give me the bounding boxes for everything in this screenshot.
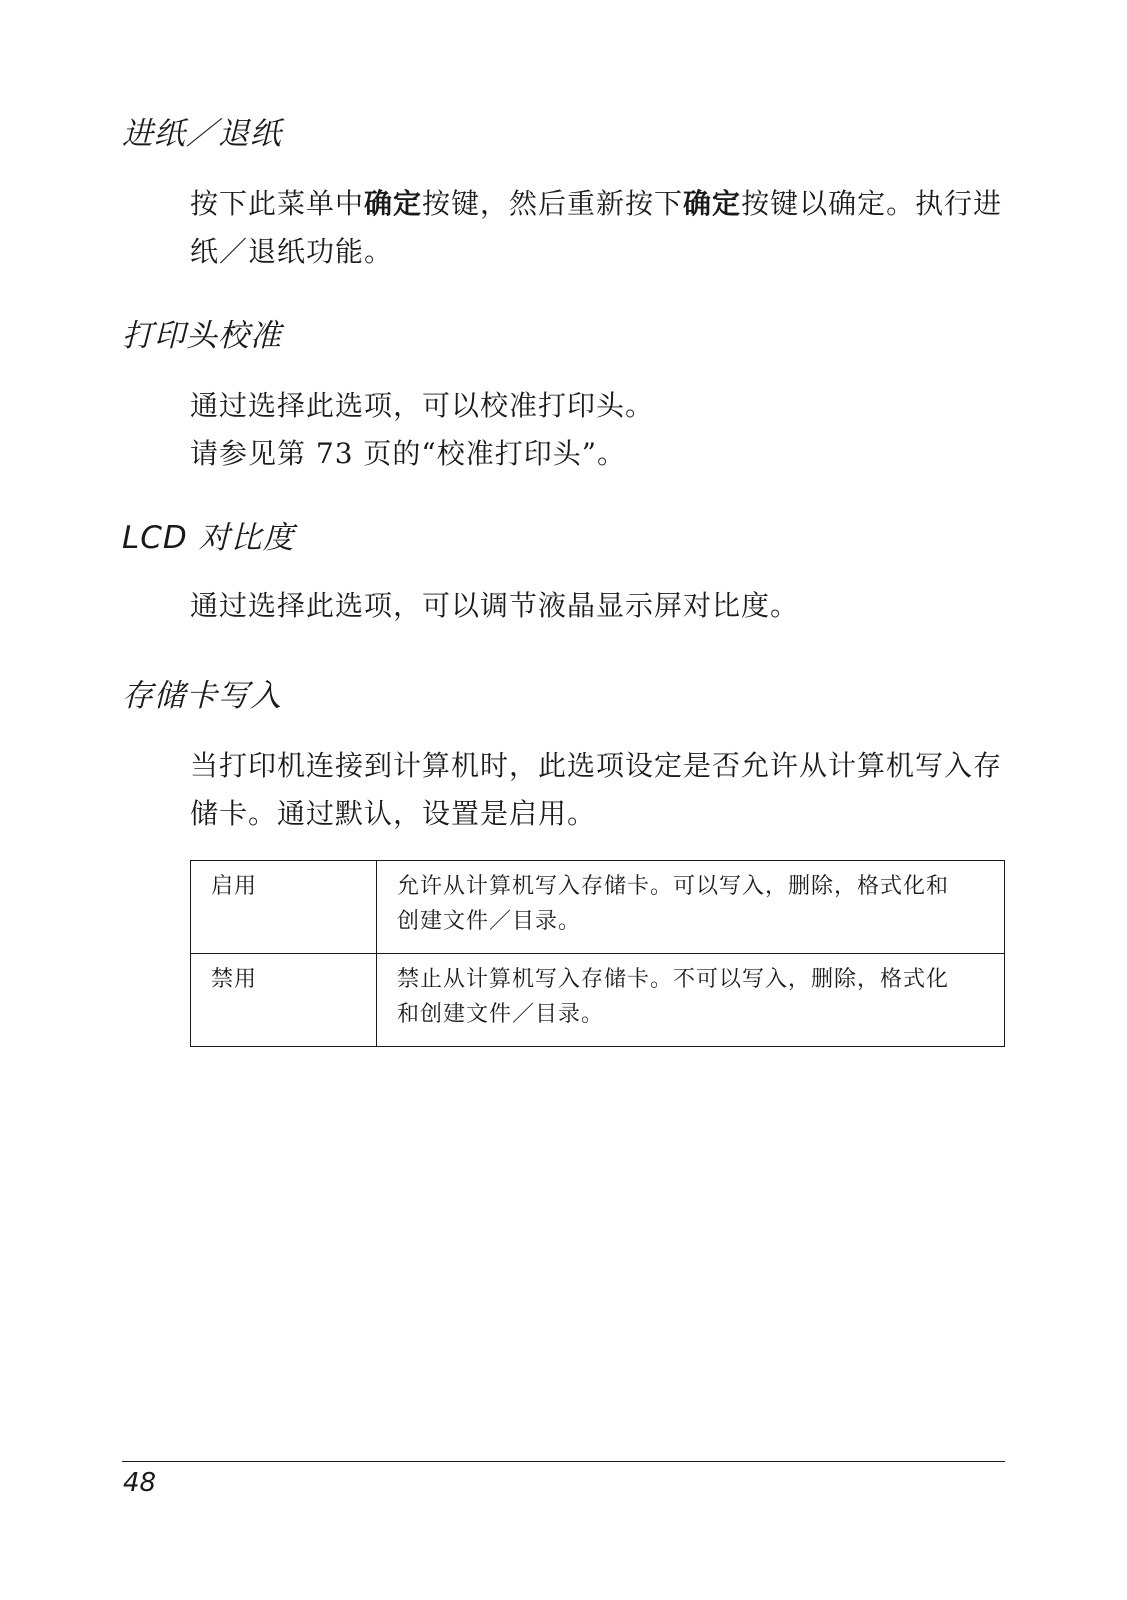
paragraph-line: 通过选择此选项，可以校准打印头。 <box>190 389 655 422</box>
paragraph-line: 请参见第 73 页的“校准打印头”。 <box>190 437 627 470</box>
paragraph-memory-card-write <box>190 742 1005 838</box>
paragraph-line: 当打印机连接到计算机时，此选项设定是否允许从计算机写入存 <box>190 749 1003 782</box>
text-run: 纸／退纸功能。 <box>190 235 394 268</box>
heading-memory-card-write: 存储卡写入 <box>122 678 282 714</box>
table-cell-description <box>377 954 1005 1047</box>
paragraph-line <box>190 180 1005 228</box>
description-line: 创建文件／目录。 <box>397 909 582 934</box>
table-row <box>191 954 1005 1047</box>
table-cell-option: 禁用 <box>191 954 377 1047</box>
heading-head-alignment: 打印头校准 <box>122 318 282 354</box>
table-cell-description <box>377 861 1005 954</box>
table-cell-option: 启用 <box>191 861 377 954</box>
heading-lcd-contrast: LCD 对比度 <box>122 520 295 556</box>
paragraph-line: 通过选择此选项，可以调节液晶显示屏对比度。 <box>190 589 800 622</box>
text-run: 按下此菜单中 <box>190 187 365 220</box>
memory-card-settings-table <box>190 860 1005 1047</box>
description-line: 和创建文件／目录。 <box>397 1002 605 1027</box>
text-run: 按键以确定。执行进 <box>741 187 1003 220</box>
paragraph-line: 储卡。通过默认，设置是启用。 <box>190 797 597 830</box>
paragraph-paper-feed <box>190 180 1005 276</box>
footer-rule <box>122 1461 1005 1462</box>
paragraph-line <box>190 228 1005 276</box>
description-line: 禁止从计算机写入存储卡。不可以写入，删除，格式化 <box>397 967 950 992</box>
paragraph-lcd-contrast <box>190 582 1005 630</box>
bold-keyword-ok: 确定 <box>683 187 742 220</box>
bold-keyword-ok: 确定 <box>364 187 423 220</box>
paragraph-head-alignment <box>190 382 1005 478</box>
heading-paper-feed: 进纸／退纸 <box>122 116 282 152</box>
text-run: 按键，然后重新按下 <box>422 187 684 220</box>
page-number: 48 <box>123 1468 157 1498</box>
table-row <box>191 861 1005 954</box>
description-line: 允许从计算机写入存储卡。可以写入，删除，格式化和 <box>397 874 950 899</box>
